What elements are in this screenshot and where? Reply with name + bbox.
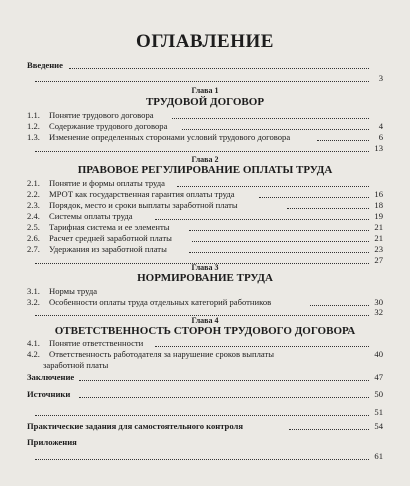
section-number: 2.6.: [27, 233, 40, 243]
chapter-title: ПРАВОВОЕ РЕГУЛИРОВАНИЕ ОПЛАТЫ ТРУДА: [77, 164, 333, 176]
toc-entry-text: Системы оплаты труда: [49, 211, 133, 221]
toc-entry[interactable]: [27, 200, 383, 211]
page-number: 21: [374, 222, 383, 232]
toc-entry-text: Особенности оплаты труда отдельных категорий работников: [49, 297, 272, 307]
toc-entry-text: Понятие трудового договора: [49, 110, 154, 120]
toc-page-row: [27, 407, 383, 418]
toc-entry-text: Изменение определенных сторонами условий трудового договора: [49, 132, 291, 142]
toc-entry-text: Приложения: [27, 437, 77, 447]
toc-entry-text: МРОТ как государственная гарантия оплаты труда: [49, 189, 235, 199]
toc-entry[interactable]: [27, 132, 383, 143]
section-number: 1.2.: [27, 121, 40, 131]
chapter-label: Глава 1: [191, 86, 219, 95]
page-title: ОГЛАВЛЕНИЕ: [136, 31, 274, 52]
toc-entry-text: Понятие ответственности: [49, 338, 144, 348]
section-number: 4.1.: [27, 338, 40, 348]
dot-leader: [289, 429, 369, 430]
section-number: 4.2.: [27, 349, 40, 359]
dot-leader: [35, 459, 369, 460]
toc-entry-text: Нормы труда: [49, 286, 98, 296]
dot-leader: [310, 305, 369, 306]
page-number: 6: [378, 132, 383, 142]
page-number: 40: [374, 349, 383, 359]
toc-entry-text: Порядок, место и сроки выплаты заработной платы: [49, 200, 238, 210]
page-number: 54: [374, 421, 383, 431]
toc-entry-text: Тарифная система и ее элементы: [49, 222, 170, 232]
dot-leader: [192, 241, 369, 242]
page-number: 23: [374, 244, 383, 254]
toc-entry[interactable]: [27, 121, 383, 132]
dot-leader: [35, 81, 369, 82]
toc-entry-intro[interactable]: [27, 60, 383, 71]
dot-leader: [79, 380, 369, 381]
section-number: 1.3.: [27, 132, 40, 142]
section-number: 2.2.: [27, 189, 40, 199]
page-number: 16: [374, 189, 383, 199]
toc-entry-text: Заключение: [27, 372, 75, 382]
section-number: 1.1.: [27, 110, 40, 120]
chapter-label: Глава 3: [191, 263, 219, 272]
section-number: 2.3.: [27, 200, 40, 210]
page-number: 4: [378, 121, 383, 131]
toc-entry[interactable]: [27, 222, 383, 233]
chapter-label: Глава 4: [191, 316, 219, 325]
toc-entry-text: Ответственность работодателя за нарушение сроков выплаты: [49, 349, 274, 359]
toc-entry[interactable]: [27, 211, 383, 222]
toc-entry[interactable]: [27, 233, 383, 244]
toc-entry-text: Практические задания для самостоятельного контроля: [27, 421, 243, 431]
toc-entry[interactable]: [27, 189, 383, 200]
chapter-title: ОТВЕТСТВЕННОСТЬ СТОРОН ТРУДОВОГО ДОГОВОРА: [54, 325, 356, 337]
dot-leader: [35, 151, 369, 152]
section-number: 2.5.: [27, 222, 40, 232]
toc-entry-practice[interactable]: [27, 421, 383, 432]
chapter-label: Глава 2: [191, 155, 219, 164]
dot-leader: [79, 397, 369, 398]
toc-entry-text: Расчет средней заработной платы: [49, 233, 172, 243]
dot-leader: [35, 415, 369, 416]
page-number: 13: [374, 143, 383, 153]
dot-leader: [155, 219, 369, 220]
dot-leader: [172, 118, 369, 119]
page-number: 50: [374, 389, 383, 399]
chapter-title: ТРУДОВОЙ ДОГОВОР: [145, 96, 265, 108]
toc-entry-text: Источники: [27, 389, 71, 399]
section-number: 2.1.: [27, 178, 40, 188]
toc-entry[interactable]: [27, 286, 383, 297]
toc-entry-sources[interactable]: [27, 389, 383, 400]
dot-leader: [69, 68, 369, 69]
toc-entry[interactable]: [27, 178, 383, 189]
dot-leader: [287, 208, 369, 209]
dot-leader: [189, 230, 369, 231]
page-number: 61: [374, 451, 383, 461]
chapter-title: НОРМИРОВАНИЕ ТРУДА: [137, 272, 273, 284]
toc-entry[interactable]: [27, 338, 383, 349]
toc-page-row: [27, 73, 383, 84]
toc-entry-text: Удержания из заработной платы: [49, 244, 167, 254]
toc-entry-appendices[interactable]: [27, 437, 383, 448]
dot-leader: [259, 197, 369, 198]
dot-leader: [317, 140, 369, 141]
dot-leader: [155, 346, 369, 347]
toc-entry-continuation: заработной платы: [43, 360, 109, 370]
page-number: 21: [374, 233, 383, 243]
toc-entry-text: Введение: [27, 60, 63, 70]
section-number: 3.1.: [27, 286, 40, 296]
section-number: 2.4.: [27, 211, 40, 221]
page-number: 3: [378, 73, 383, 83]
page-number: 19: [374, 211, 383, 221]
toc-entry[interactable]: [27, 110, 383, 121]
page-number: 30: [374, 297, 383, 307]
section-number: 2.7.: [27, 244, 40, 254]
toc-page-row: [27, 143, 383, 154]
page-number: 18: [374, 200, 383, 210]
dot-leader: [182, 129, 369, 130]
toc-entry-text: Содержание трудового договора: [49, 121, 168, 131]
page-number: 32: [374, 307, 383, 317]
toc-entry-conclusion[interactable]: [27, 372, 383, 383]
dot-leader: [189, 252, 369, 253]
page-number: 27: [374, 255, 383, 265]
section-number: 3.2.: [27, 297, 40, 307]
page-number: 51: [374, 407, 383, 417]
dot-leader: [177, 186, 369, 187]
page-number: 47: [374, 372, 383, 382]
toc-entry-text: Понятие и формы оплаты труда: [49, 178, 165, 188]
toc-entry[interactable]: [27, 349, 383, 360]
toc-page-row: [27, 451, 383, 462]
toc-entry[interactable]: [27, 244, 383, 255]
